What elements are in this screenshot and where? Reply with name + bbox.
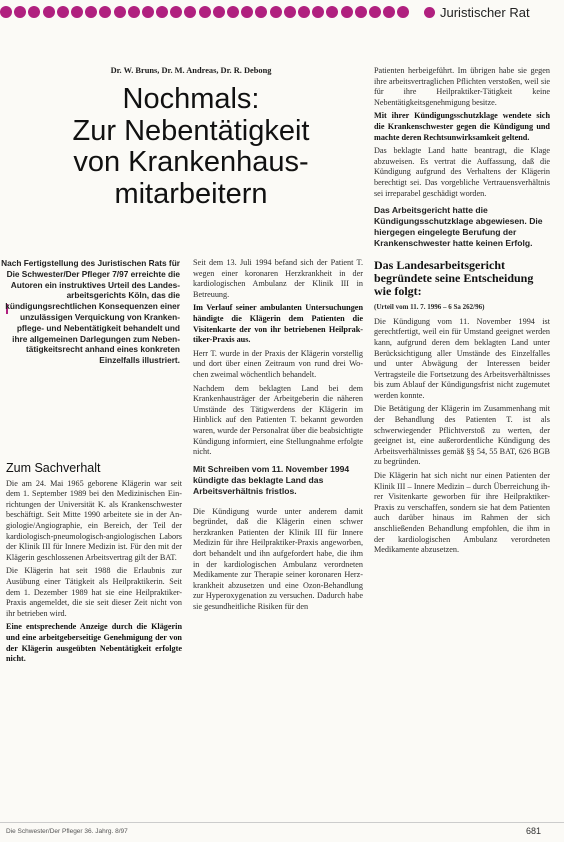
decorative-dot	[0, 6, 12, 18]
decorative-dot	[270, 6, 282, 18]
decorative-dot	[341, 6, 353, 18]
title-line: mitarbeitern	[114, 177, 268, 210]
decorative-dot	[57, 6, 69, 18]
paragraph: Die Klägerin hat sich nicht nur einen Patienten der Klinik III – Innere Medizin – durch Überreichung ihrer Visitenkarte geworben für ihre Heilpraktiker-Praxis zu verschaffen, sondern sie hat dem Patienten auch darüber hinaus im Rahmen der sich anschließenden Behandlung empfohlen, die ihm in der kardiologischen Ambulanz verordneten Medikamente abzusetzen.	[374, 471, 550, 555]
decorative-dot	[128, 6, 140, 18]
column-3	[374, 66, 550, 559]
decorative-dot	[99, 6, 111, 18]
case-reference: (Urteil vom 11. 7. 1996 – 6 Sa 262/96)	[374, 303, 485, 312]
title-line: von Krankenhaus-	[73, 146, 309, 178]
decorative-dot	[28, 6, 40, 18]
footer-citation: Die Schwester/Der Pfleger 36. Jahrg. 8/97	[6, 828, 128, 835]
decorative-dot-band	[0, 6, 409, 18]
decorative-dot	[199, 6, 211, 18]
decorative-dot	[284, 6, 296, 18]
section-heading-sachverhalt: Zum Sachverhalt	[6, 461, 101, 475]
decorative-dot	[397, 6, 409, 18]
decorative-dot	[213, 6, 225, 18]
decorative-dot	[114, 6, 126, 18]
title-line: Nochmals:	[122, 83, 260, 115]
lead-paragraph: Nach Fertigstellung des Juristischen Rats für Die Schwester/Der Pfleger 7/97 erreichte die Autoren ein instruktives Urteil des Landesarbeitsgerichts Köln, das die kündigungsrechtlichen Konsequenzen einer unzulässigen Verquickung von Krankenpflege- und Nebentätigkeit behandelt und ihre allgemeinen Darlegungen zum Nebentätigkeitsrecht anhand eines konkreten Einzelfalls illustriert.	[1, 258, 180, 366]
title-line: Zur Nebentätigkeit	[72, 114, 310, 147]
paragraph-bold: Eine entsprechende Anzeige durch die Klägerin und eine arbeitgeberseitige Genehmigung der von der Klägerin ausgeübten Nebentätigkeit erfolgte nicht.	[6, 622, 182, 664]
decorative-dot	[156, 6, 168, 18]
decorative-dot	[227, 6, 239, 18]
decorative-dot	[170, 6, 182, 18]
decorative-dot	[298, 6, 310, 18]
decorative-dot	[355, 6, 367, 18]
decorative-dot	[14, 6, 26, 18]
paragraph: Patienten herbeigeführt. Im übrigen habe sie gegen ihre arbeitsvertraglichen Pflichten verstoßen, weil sie für ihre Heilpraktiker-Tätigkeit keine Nebentätigkeitsgenehmigung besitze.	[374, 66, 550, 107]
paragraph: Die Klägerin hat seit 1988 die Erlaubnis zur Ausübung einer Tätigkeit als Heilpraktikerin. Seit dem 1. Dezember 1989 hat sie eine Heilpraktiker-Praxis angemeldet, die sie seit dieser Zeit nicht von ihr betrieben wird.	[6, 566, 182, 618]
paragraph: Nachdem dem beklagten Land bei dem Krankenhausträger der Arbeitgeberin die näheren Umstände des Tätigwerdens der Klägerin im Hinblick auf den Patienten T. bekannt geworden waren, wurde der Personalrat über die beabsichtigte Kündigung informiert, eine Stellungnahme erfolgte nicht.	[193, 383, 363, 457]
paragraph: Die Kündigung vom 11. November 1994 ist gerechtfertigt, weil ein für Umstand geeignet werden kann, aufgrund deren dem beklagten Land unter Berücksichtigung aller Umstände des Einzelfalles und unter Abwägung der Interessen beider Vertragsteile die Fortsetzung des Arbeitsverhältnisses bis zum Ablauf der Kündigungsfrist nicht zugemutet werden konnte.	[374, 316, 550, 400]
paragraph: Die am 24. Mai 1965 geborene Klägerin war seit dem 1. September 1989 bei den Medizinischen Einrichtungen der Universität K. als Krankenschwester beschäftigt. Seit Mitte 1990 arbeitete sie in der Angiologie/Angiographie, ein Bereich, der Teil der kardiologisch-pneumologisch-angiologischen Labors der Klinik III für Innere Medizin ist. Für den mit der Klägerin geschlossenen Arbeitsvertrag gilt der BAT.	[6, 478, 182, 562]
decorative-dot	[326, 6, 338, 18]
decorative-dot	[85, 6, 97, 18]
pull-quote: Das Arbeitsgericht hatte die Kündigungsschutzklage abgewiesen. Die hiergegen eingelegte Berufung der Krankenschwester hatte keinen Erfolg.	[374, 205, 543, 249]
decorative-dot	[369, 6, 381, 18]
decorative-dot	[255, 6, 267, 18]
decorative-dot	[43, 6, 55, 18]
authors: Dr. W. Bruns, Dr. M. Andreas, Dr. R. Debong	[110, 66, 272, 75]
paragraph: Die Betätigung der Klägerin im Zusammenhang mit der Behandlung des Patienten T. ist als schwerwiegender Pflichtverstoß zu werten, der geeignet ist, eine außerordentliche Kündigung des Arbeitsverhältnisses gemäß §§ 54, 55 BAT, 626 BGB zu begründen.	[374, 404, 550, 467]
decorative-dot	[184, 6, 196, 18]
paragraph-bold: Im Verlauf seiner ambulanten Untersuchungen händigte die Klägerin dem Patienten die Visitenkarte der von ihr betriebenen Heilpraktiker-Praxis aus.	[193, 303, 363, 345]
decorative-dot	[142, 6, 154, 18]
section-label-text: Juristischer Rat	[440, 5, 530, 20]
decorative-dot	[383, 6, 395, 18]
footer-rule	[0, 822, 564, 823]
pull-quote: Mit Schreiben vom 11. November 1994 kündigte das beklagte Land das Arbeitsverhältnis fristlos.	[193, 463, 350, 496]
page-number: 681	[526, 826, 542, 836]
paragraph-bold: Mit ihrer Kündigungsschutzklage wendete sich die Krankenschwester gegen die Kündigung und machte deren Rechtsunwirksamkeit geltend.	[374, 111, 550, 142]
decorative-dot	[71, 6, 83, 18]
decorative-dot	[241, 6, 253, 18]
paragraph: Herr T. wurde in der Praxis der Klägerin vorstellig und dort über einen Zeitraum von rund drei Wochen zweimal wöchentlich behandelt.	[193, 348, 363, 379]
paragraph: Die Kündigung wurde unter anderem damit begründet, daß die Klägerin einen schwer herzkranken Patienten der Klinik III für Innere Medizin für ihre Heilpraktiker-Praxis angeworben, dort behandelt und ihn aufgefordert habe, die ihm in der kardiologischen Ambulanz verordneten Medikamente zur Therapie seiner koronaren Herzkrankheit abzusetzen und eine Ozon-Behandlung zur Hyperoxygenation zu versuchen. Dadurch habe sie gesundheitliche Risiken für den	[193, 506, 363, 612]
paragraph: Das beklagte Land hatte beantragt, die Klage abzuweisen. Es vertrat die Auffassung, daß die Kündigung aufgrund des Verhaltens der Klägerin berechtigt sei. Das vorgebliche Vertrauensverhältnis sei irreparabel geschädigt worden.	[374, 146, 550, 198]
paragraph: Seit dem 13. Juli 1994 befand sich der Patient T. wegen einer koronaren Herzkrankheit in der kardiologischen Ambulanz der Klinik III in Betreuung.	[193, 258, 363, 299]
section-heading-begruendung: Das Landesarbeitsgericht begründete seine Entscheidung wie folgt:	[374, 258, 534, 299]
section-bullet-icon	[424, 7, 435, 18]
article-title	[48, 84, 334, 210]
column-1	[6, 463, 182, 668]
section-label	[424, 5, 530, 20]
column-2	[193, 258, 363, 616]
decorative-dot	[312, 6, 324, 18]
